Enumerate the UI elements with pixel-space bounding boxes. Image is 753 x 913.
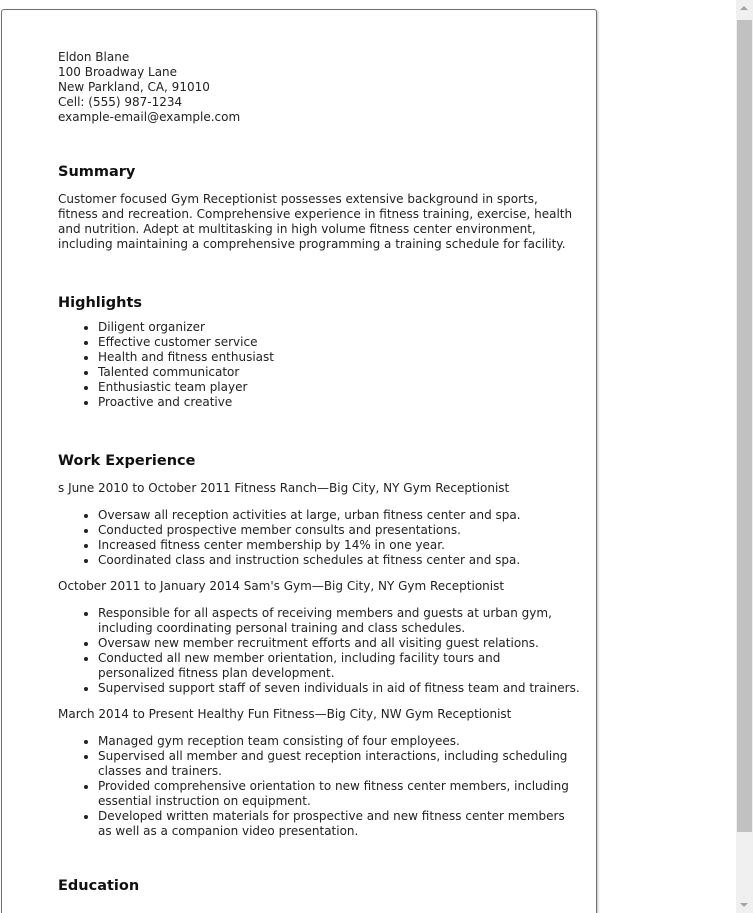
job-bullet: • Oversaw all reception activities at large, urban fitness center and spa.: [98, 508, 580, 523]
job-bullet: • Oversaw new member recruitment efforts and all visiting guest relations.: [98, 636, 580, 651]
job-bullets: [58, 508, 580, 568]
scroll-down-button[interactable]: [736, 896, 753, 913]
job-bullet: • Conducted prospective member consults and presentations.: [98, 523, 580, 538]
job-bullet: • Supervised all member and guest reception interactions, including scheduling classes and trainers.: [98, 749, 580, 779]
contact-city: New Parkland, CA, 91010: [58, 80, 210, 94]
job-bullets: [58, 734, 580, 839]
job-bullet: • Supervised support staff of seven individuals in aid of fitness team and trainers.: [98, 681, 580, 696]
resume-content: [58, 50, 580, 895]
arrow-up-icon: [740, 6, 748, 10]
work-experience-section: [58, 452, 580, 839]
job-bullets: [58, 606, 580, 696]
contact-address: 100 Broadway Lane: [58, 65, 178, 79]
job-bullet: • Provided comprehensive orientation to new fitness center members, including essential instruction on equipment.: [98, 779, 580, 809]
highlights-list: [58, 320, 580, 410]
job-bullet: • Conducted all new member orientation, including facility tours and personalized fitness plan development.: [98, 651, 580, 681]
job-entry: [58, 707, 580, 839]
scrollbar-thumb[interactable]: [737, 20, 752, 832]
highlight-item: • Enthusiastic team player: [98, 380, 580, 395]
education-heading: Education: [58, 878, 140, 894]
job-bullet: • Managed gym reception team consisting of four employees.: [98, 734, 580, 749]
contact-email: example-email@example.com: [58, 110, 241, 124]
contact-name: Eldon Blane: [58, 50, 130, 64]
job-bullet: • Responsible for all aspects of receiving members and guests at urban gym, including coordinating personal training and class schedules.: [98, 606, 580, 636]
highlight-item: • Effective customer service: [98, 335, 580, 350]
arrow-down-icon: [740, 903, 748, 907]
highlights-heading: Highlights: [58, 295, 143, 311]
summary-section: [58, 163, 580, 252]
job-header: s June 2010 to October 2011 Fitness Ranch—Big City, NY Gym Receptionist: [58, 481, 510, 495]
resume-page: [1, 9, 597, 913]
job-entry: [58, 481, 580, 568]
work-experience-heading: Work Experience: [58, 453, 196, 469]
job-entry: [58, 579, 580, 696]
highlight-item: • Proactive and creative: [98, 395, 580, 410]
contact-phone: Cell: (555) 987-1234: [58, 95, 183, 109]
summary-text: Customer focused Gym Receptionist possesses extensive background in sports, fitness and recreation. Comprehensive experience in fitness training, exercise, health and nutrition. Adept at multitasking in high volume fitness center environment, including maintaining a comprehensive programming a training schedule for facility.: [58, 192, 573, 251]
summary-heading: Summary: [58, 164, 136, 180]
contact-block: [58, 50, 580, 125]
job-bullet: • Developed written materials for prospective and new fitness center members as well as a companion video presentation.: [98, 809, 580, 839]
highlight-item: • Diligent organizer: [98, 320, 580, 335]
job-bullet: • Coordinated class and instruction schedules at fitness center and spa.: [98, 553, 580, 568]
job-bullet: • Increased fitness center membership by 14% in one year.: [98, 538, 580, 553]
scroll-up-button[interactable]: [736, 0, 753, 17]
highlights-section: [58, 294, 580, 410]
job-header: March 2014 to Present Healthy Fun Fitness—Big City, NW Gym Receptionist: [58, 707, 512, 721]
education-section: [58, 877, 580, 895]
vertical-scrollbar[interactable]: [736, 0, 753, 913]
highlight-item: • Talented communicator: [98, 365, 580, 380]
job-header: October 2011 to January 2014 Sam's Gym—Big City, NY Gym Receptionist: [58, 579, 505, 593]
highlight-item: • Health and fitness enthusiast: [98, 350, 580, 365]
